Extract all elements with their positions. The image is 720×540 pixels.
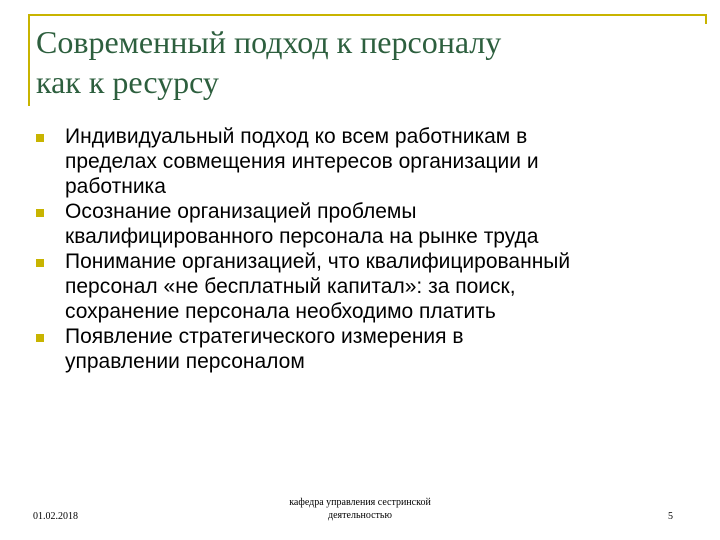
bullet-line: Появление стратегического измерения в	[65, 325, 464, 348]
footer-department-line: деятельностью	[328, 510, 392, 521]
bullet-line: персонал «не бесплатный капитал»: за поиск,	[65, 275, 516, 298]
page-number: 5	[668, 511, 673, 522]
footer-date: 01.02.2018	[33, 511, 78, 522]
slide-title-line: Современный подход к персоналу	[36, 24, 502, 60]
slide-title	[36, 22, 696, 102]
square-bullet-icon	[36, 259, 44, 267]
bullet-item	[34, 199, 704, 249]
frame-left-line	[28, 14, 30, 106]
bullet-line: сохранение персонала необходимо платить	[65, 300, 496, 323]
slide-title-line: как к ресурсу	[36, 64, 219, 100]
bullet-line: Индивидуальный подход ко всем работникам в	[65, 125, 528, 148]
bullet-item	[34, 249, 704, 324]
square-bullet-icon	[36, 134, 44, 142]
bullet-item	[34, 324, 704, 374]
square-bullet-icon	[36, 209, 44, 217]
bullet-item	[34, 124, 704, 199]
frame-right-tick	[705, 14, 707, 24]
bullet-line: работника	[65, 175, 166, 198]
bullet-line: Понимание организацией, что квалифицированный	[65, 250, 571, 273]
footer-department	[260, 496, 460, 522]
bullet-list	[34, 124, 704, 374]
square-bullet-icon	[36, 334, 44, 342]
bullet-line: пределах совмещения интересов организации и	[65, 150, 539, 173]
bullet-line: Осознание организацией проблемы	[65, 200, 417, 223]
bullet-line: квалифицированного персонала на рынке труда	[65, 225, 539, 248]
bullet-line: управлении персоналом	[65, 350, 305, 373]
footer-department-line: кафедра управления сестринской	[289, 497, 431, 508]
frame-top-line	[28, 14, 707, 16]
